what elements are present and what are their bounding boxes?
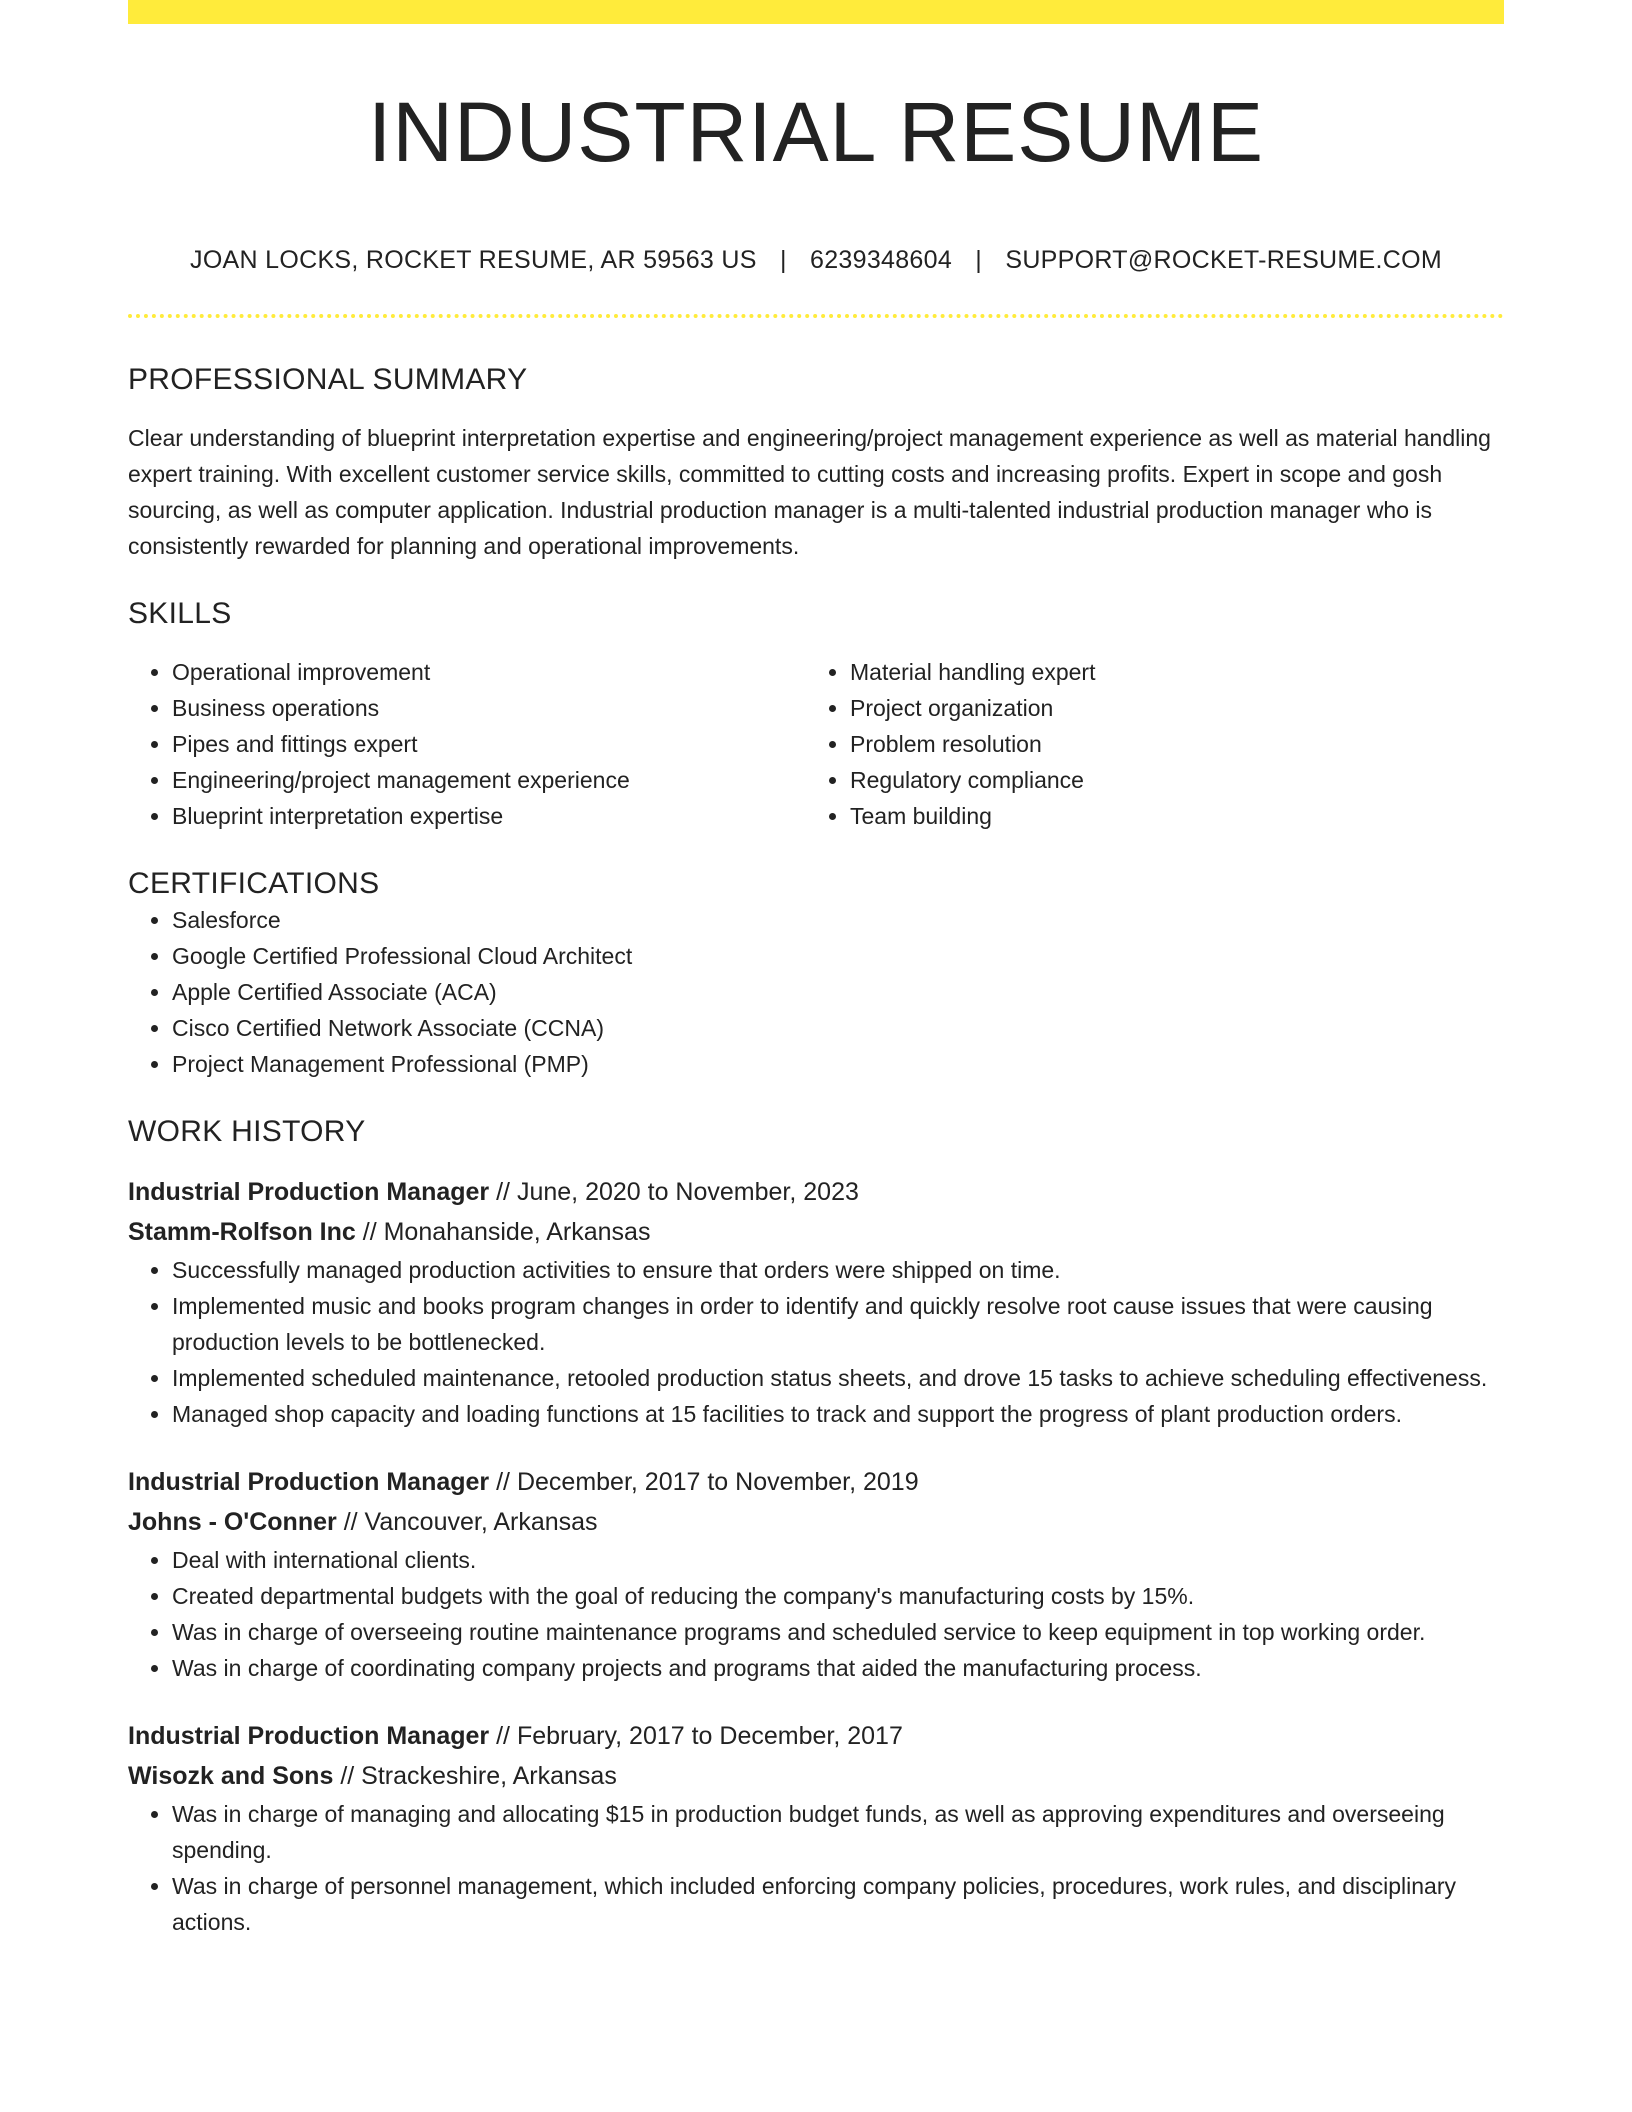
job-separator: // bbox=[340, 1762, 355, 1790]
job-separator: // bbox=[496, 1178, 511, 1206]
skills-column-left bbox=[128, 654, 806, 834]
job-duty: • Managed shop capacity and loading functions at 15 facilities to track and support the progress of plant production orders. bbox=[172, 1396, 1504, 1432]
job-title-line bbox=[128, 1716, 1504, 1756]
skill-item: • Blueprint interpretation expertise bbox=[172, 798, 806, 834]
job-title-line bbox=[128, 1172, 1504, 1212]
work-history-heading: WORK HISTORY bbox=[128, 1115, 366, 1148]
resume-page bbox=[128, 0, 1504, 1940]
certification-item: • Cisco Certified Network Associate (CCNA) bbox=[172, 1010, 1504, 1046]
skill-item: • Problem resolution bbox=[850, 726, 1484, 762]
contact-email: SUPPORT@ROCKET-RESUME.COM bbox=[1005, 246, 1442, 274]
job-location: Monahanside, Arkansas bbox=[383, 1218, 651, 1246]
job-title-line bbox=[128, 1462, 1504, 1502]
certification-item: • Google Certified Professional Cloud Architect bbox=[172, 938, 1504, 974]
dotted-divider bbox=[128, 314, 1504, 318]
job-company: Stamm-Rolfson Inc bbox=[128, 1218, 356, 1246]
job-duty: • Implemented music and books program changes in order to identify and quickly resolve root cause issues that were causing production levels to be bottlenecked. bbox=[172, 1288, 1504, 1360]
summary-heading: PROFESSIONAL SUMMARY bbox=[128, 363, 528, 396]
skill-item: • Operational improvement bbox=[172, 654, 806, 690]
job-duty: • Deal with international clients. bbox=[172, 1542, 1504, 1578]
job-separator: // bbox=[362, 1218, 377, 1246]
job-title: Industrial Production Manager bbox=[128, 1722, 490, 1750]
job-separator: // bbox=[496, 1722, 511, 1750]
job-company-line bbox=[128, 1212, 1504, 1252]
skill-item: • Regulatory compliance bbox=[850, 762, 1484, 798]
job-duty: • Created departmental budgets with the goal of reducing the company's manufacturing costs by 15%. bbox=[172, 1578, 1504, 1614]
job-entry bbox=[128, 1172, 1504, 1432]
job-dates: June, 2020 to November, 2023 bbox=[516, 1178, 859, 1206]
contact-separator: | bbox=[779, 246, 787, 274]
certification-item: • Apple Certified Associate (ACA) bbox=[172, 974, 1504, 1010]
job-entry bbox=[128, 1462, 1504, 1686]
job-duty: • Was in charge of overseeing routine maintenance programs and scheduled service to keep equipment in top working order. bbox=[172, 1614, 1504, 1650]
job-title: Industrial Production Manager bbox=[128, 1468, 490, 1496]
skills-list-left bbox=[128, 654, 806, 834]
resume-title: INDUSTRIAL RESUME bbox=[367, 85, 1264, 179]
contact-phone: 6239348604 bbox=[810, 246, 953, 274]
skills-list-right bbox=[806, 654, 1484, 834]
job-location: Vancouver, Arkansas bbox=[364, 1508, 598, 1536]
job-duty: • Was in charge of personnel management, which included enforcing company policies, procedures, work rules, and disciplinary actions. bbox=[172, 1868, 1504, 1940]
job-duties-list bbox=[128, 1796, 1504, 1940]
job-company-line bbox=[128, 1502, 1504, 1542]
job-company: Johns - O'Conner bbox=[128, 1508, 337, 1536]
certifications-heading: CERTIFICATIONS bbox=[128, 867, 380, 900]
job-duty: • Was in charge of managing and allocating $15 in production budget funds, as well as approving expenditures and overseeing spending. bbox=[172, 1796, 1504, 1868]
summary-text: Clear understanding of blueprint interpretation expertise and engineering/project management experience as well as material handling expert training. With excellent customer service skills, committed to cutting costs and increasing profits. Expert in scope and gosh sourcing, as well as computer application. Industrial production manager is a multi-talented industrial production manager who is consistently rewarded for planning and operational improvements. bbox=[128, 425, 1491, 559]
skill-item: • Project organization bbox=[850, 690, 1484, 726]
contact-address: JOAN LOCKS, ROCKET RESUME, AR 59563 US bbox=[190, 246, 757, 274]
job-dates: December, 2017 to November, 2019 bbox=[516, 1468, 919, 1496]
skills-column-right bbox=[806, 654, 1484, 834]
job-duties-list bbox=[128, 1542, 1504, 1686]
skills-columns bbox=[128, 654, 1504, 834]
accent-top-bar bbox=[128, 0, 1504, 24]
job-dates: February, 2017 to December, 2017 bbox=[516, 1722, 903, 1750]
job-separator: // bbox=[343, 1508, 358, 1536]
job-title: Industrial Production Manager bbox=[128, 1178, 490, 1206]
skill-item: • Engineering/project management experience bbox=[172, 762, 806, 798]
job-entry bbox=[128, 1716, 1504, 1940]
job-duty: • Implemented scheduled maintenance, retooled production status sheets, and drove 15 tasks to achieve scheduling effectiveness. bbox=[172, 1360, 1504, 1396]
skills-heading: SKILLS bbox=[128, 597, 232, 630]
skill-item: • Team building bbox=[850, 798, 1484, 834]
job-company-line bbox=[128, 1756, 1504, 1796]
skill-item: • Business operations bbox=[172, 690, 806, 726]
job-duty: • Successfully managed production activities to ensure that orders were shipped on time. bbox=[172, 1252, 1504, 1288]
job-duties-list bbox=[128, 1252, 1504, 1432]
skill-item: • Material handling expert bbox=[850, 654, 1484, 690]
job-location: Strackeshire, Arkansas bbox=[361, 1762, 617, 1790]
job-separator: // bbox=[496, 1468, 511, 1496]
skill-item: • Pipes and fittings expert bbox=[172, 726, 806, 762]
certification-item: • Project Management Professional (PMP) bbox=[172, 1046, 1504, 1082]
certification-item: • Salesforce bbox=[172, 902, 1504, 938]
job-duty: • Was in charge of coordinating company projects and programs that aided the manufacturing process. bbox=[172, 1650, 1504, 1686]
certifications-list bbox=[128, 902, 1504, 1082]
contact-separator: | bbox=[975, 246, 983, 274]
job-company: Wisozk and Sons bbox=[128, 1762, 334, 1790]
contact-line bbox=[128, 244, 1504, 276]
